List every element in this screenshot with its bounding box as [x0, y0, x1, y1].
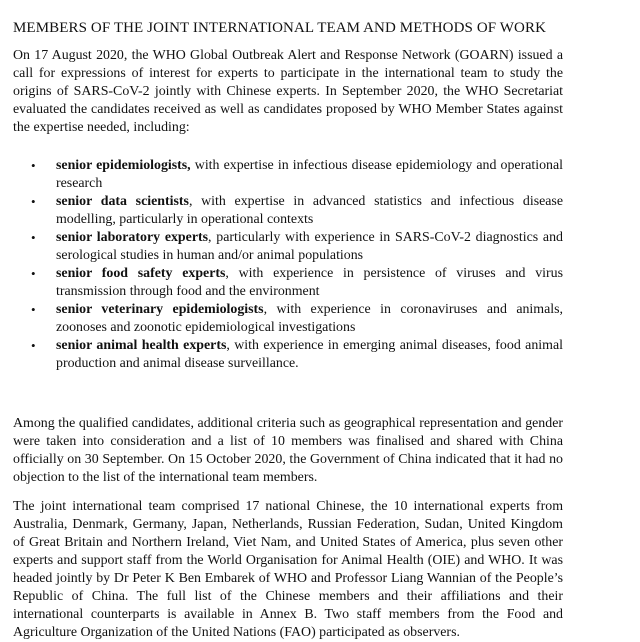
bullet-icon: •: [31, 158, 36, 173]
expert-detail: , with expertise in advanced statistics and infectious disease modelling, particularly in operational contexts: [56, 194, 563, 227]
section-heading: MEMBERS OF THE JOINT INTERNATIONAL TEAM AND METHODS OF WORK: [13, 20, 547, 36]
list-item: [13, 229, 563, 265]
bullet-icon: •: [31, 338, 36, 353]
bullet-icon: •: [31, 302, 36, 317]
list-item: [13, 193, 563, 229]
bullet-icon: •: [31, 266, 36, 281]
document-page: [13, 19, 563, 642]
expert-detail: with expertise in infectious disease epidemiology and operational research: [56, 158, 563, 191]
expert-role: senior animal health experts: [56, 338, 227, 353]
bullet-icon: •: [31, 194, 36, 209]
list-item: [13, 337, 563, 373]
expert-role: senior epidemiologists,: [56, 158, 191, 173]
list-item: [13, 265, 563, 301]
expert-role: senior veterinary epidemiologists: [56, 302, 264, 317]
list-item: [13, 301, 563, 337]
expert-role: senior data scientists: [56, 194, 189, 209]
expert-detail: , with experience in emerging animal diseases, food animal production and animal disease surveillance.: [56, 338, 563, 371]
selection-paragraph: Among the qualified candidates, additional criteria such as geographical representation and gender were taken into consideration and a list of 10 members was finalised and shared with China officially on 30 September. On 15 October 2020, the Government of China indicated that it had no objection to the list of the international team members.: [13, 416, 563, 485]
team-composition-paragraph: The joint international team comprised 17 national Chinese, the 10 international experts from Australia, Denmark, Germany, Japan, Netherlands, Russian Federation, Sudan, United Kingdom of Great Britain and Northern Ireland, Viet Nam, and United States of America, plus seven other experts and support staff from the World Organisation for Animal Health (OIE) and WHO. It was headed jointly by Dr Peter K Ben Embarek of WHO and Professor Liang Wannian of the People’s Republic of China. The full list of the Chinese members and their affiliations and their international counterparts is available in Annex B. Two staff members from the Food and Agriculture Organization of the United Nations (FAO) participated as observers.: [13, 499, 563, 640]
expert-detail: , with experience in persistence of viruses and virus transmission through food and the environment: [56, 266, 563, 299]
expert-detail: , particularly with experience in SARS-CoV-2 diagnostics and serological studies in human and/or animal populations: [56, 230, 563, 263]
list-item: [13, 157, 563, 193]
expert-role: senior food safety experts: [56, 266, 226, 281]
expert-role: senior laboratory experts: [56, 230, 209, 245]
intro-paragraph: On 17 August 2020, the WHO Global Outbreak Alert and Response Network (GOARN) issued a call for expressions of interest for experts to participate in the international team to study the origins of SARS-CoV-2 jointly with Chinese experts. In September 2020, the WHO Secretariat evaluated the candidates received as well as candidates proposed by WHO Member States against the expertise needed, including:: [13, 48, 563, 135]
bullet-icon: •: [31, 230, 36, 245]
expert-detail: , with experience in coronaviruses and animals, zoonoses and zoonotic epidemiological investigations: [56, 302, 563, 335]
expertise-list: [13, 157, 563, 373]
